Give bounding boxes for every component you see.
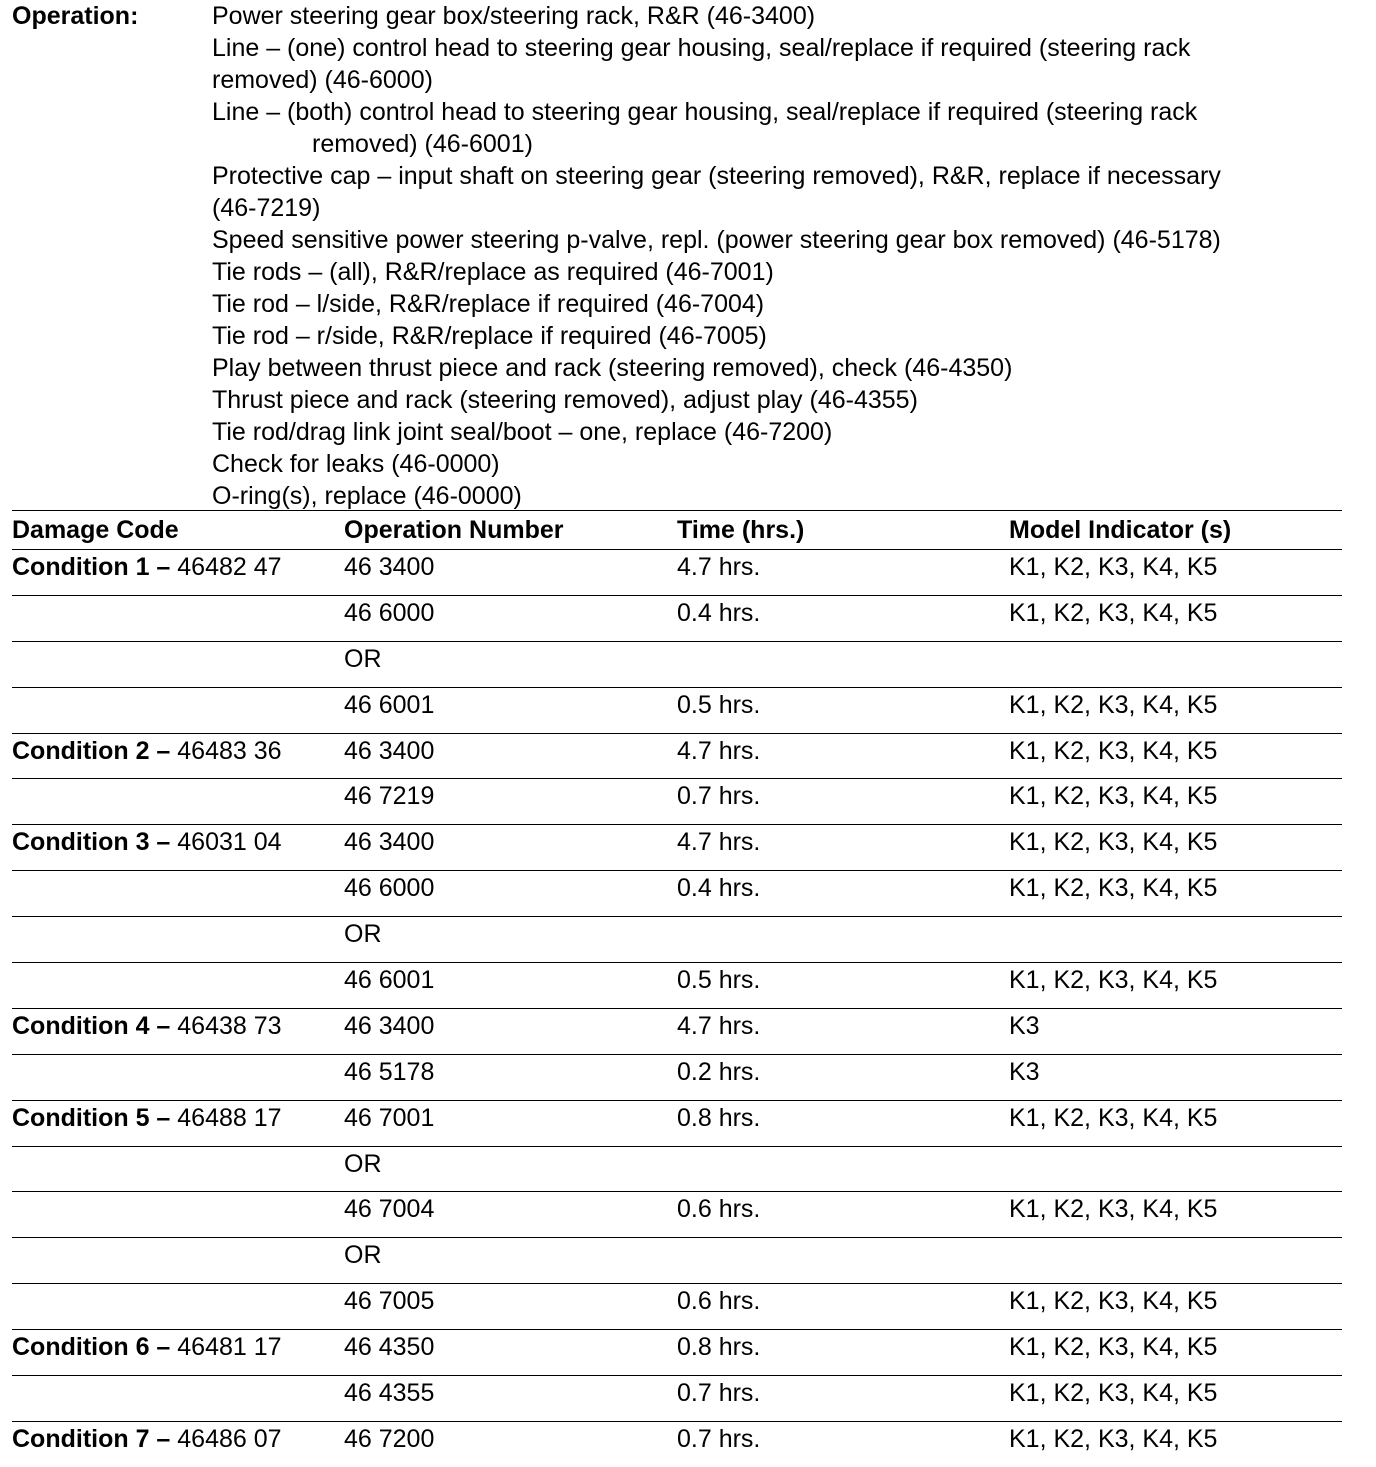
damage-code: 46482 47 <box>170 553 282 581</box>
damage-code-cell <box>12 1192 344 1238</box>
operation-line: Line – (one) control head to steering gear housing, seal/replace if required (steering rack <box>212 34 1191 62</box>
operation-number-cell: OR <box>344 1146 677 1192</box>
table-row <box>12 825 1342 871</box>
operation-list <box>212 0 1362 512</box>
model-indicator-cell <box>1009 1146 1342 1192</box>
model-indicator-cell: K1, K2, K3, K4, K5 <box>1009 1192 1342 1238</box>
condition-label: Condition 6 – <box>12 1333 171 1362</box>
operation-number-cell: 46 4350 <box>344 1330 677 1376</box>
operation-number-cell: OR <box>344 1238 677 1284</box>
model-indicator-cell: K3 <box>1009 1008 1342 1054</box>
damage-code: 46031 04 <box>170 828 282 857</box>
condition-label: Condition 2 – <box>12 736 171 765</box>
time-cell: 0.4 hrs. <box>677 595 1009 641</box>
damage-code-cell <box>12 1008 344 1054</box>
table-row <box>12 595 1342 641</box>
damage-code-cell <box>12 550 344 596</box>
damage-code-cell <box>12 687 344 733</box>
operation-number-cell: OR <box>344 641 677 687</box>
operation-number-cell: 46 7200 <box>344 1424 435 1453</box>
damage-code-cell <box>12 779 344 825</box>
table-row <box>12 1008 1342 1054</box>
damage-code-cell <box>12 1421 344 1466</box>
time-cell: 0.7 hrs. <box>677 1424 761 1453</box>
operation-line: removed) (46-6000) <box>212 66 433 94</box>
damage-code: 46481 17 <box>170 1333 282 1362</box>
operation-number-cell: 46 3400 <box>344 825 677 871</box>
table-row <box>12 1146 1342 1192</box>
model-indicator-cell <box>1009 1238 1342 1284</box>
operation-line: Line – (both) control head to steering gear housing, seal/replace if required (steering rack <box>212 98 1198 126</box>
model-indicator-cell: K1, K2, K3, K4, K5 <box>1009 1284 1342 1330</box>
operation-number-cell: 46 4355 <box>344 1376 677 1422</box>
table-row <box>12 1421 1342 1466</box>
operation-line: Thrust piece and rack (steering removed), adjust play (46-4355) <box>212 386 918 414</box>
header-model-indicator: Model Indicator (s) <box>1009 511 1342 550</box>
header-operation-number: Operation Number <box>344 511 677 550</box>
damage-code-cell <box>12 1146 344 1192</box>
operation-number-cell: OR <box>344 917 677 963</box>
operation-line-continuation: removed) (46-6001) <box>312 130 533 158</box>
damage-code-cell <box>12 595 344 641</box>
damage-code-cell <box>12 1376 344 1422</box>
operation-line <box>212 128 1362 160</box>
operation-line: Protective cap – input shaft on steering gear (steering removed), R&R, replace if necessary <box>212 162 1221 190</box>
table-row <box>12 1284 1342 1330</box>
operation-number-cell: 46 6001 <box>344 963 677 1009</box>
time-cell: 0.4 hrs. <box>677 871 1009 917</box>
time-cell: 4.7 hrs. <box>677 1008 1009 1054</box>
operation-number-cell: 46 3400 <box>344 550 677 596</box>
table-body <box>12 550 1342 1467</box>
damage-code-cell <box>12 1238 344 1284</box>
model-indicator-cell: K1, K2, K3, K4, K5 <box>1009 687 1342 733</box>
operation-line: Check for leaks (46-0000) <box>212 450 500 478</box>
model-indicator-cell: K1, K2, K3, K4, K5 <box>1009 595 1342 641</box>
operation-number-cell: 46 5178 <box>344 1054 677 1100</box>
damage-code-cell <box>12 641 344 687</box>
operation-number-cell: 46 7001 <box>344 1100 677 1146</box>
damage-code: 46486 07 <box>170 1424 282 1453</box>
table-row <box>12 917 1342 963</box>
damage-code-cell <box>12 871 344 917</box>
table-header-row <box>12 511 1342 550</box>
condition-label: Condition 7 – <box>12 1424 171 1453</box>
operation-label: Operation: <box>12 2 139 30</box>
operation-line: Tie rod – l/side, R&R/replace if required (46-7004) <box>212 290 765 318</box>
time-cell: 0.8 hrs. <box>677 1100 1009 1146</box>
table-row <box>12 550 1342 596</box>
operation-line: O-ring(s), replace (46-0000) <box>212 482 522 510</box>
operation-number-cell: 46 3400 <box>344 733 677 779</box>
operation-number-cell: 46 6000 <box>344 871 677 917</box>
damage-code: 46483 36 <box>170 736 282 765</box>
operation-number-cell: 46 6001 <box>344 687 677 733</box>
condition-label: Condition 4 – <box>12 1011 171 1040</box>
model-indicator-cell <box>1009 641 1342 687</box>
model-indicator-cell: K1, K2, K3, K4, K5 <box>1009 733 1342 779</box>
model-indicator-cell: K1, K2, K3, K4, K5 <box>1009 1424 1218 1453</box>
damage-code: 46488 17 <box>170 1103 282 1132</box>
table-row <box>12 779 1342 825</box>
table-row <box>12 1192 1342 1238</box>
operation-line: Speed sensitive power steering p-valve, repl. (power steering gear box removed) (46-5178) <box>212 226 1221 254</box>
model-indicator-cell: K1, K2, K3, K4, K5 <box>1009 871 1342 917</box>
table-row <box>12 733 1342 779</box>
model-indicator-cell: K1, K2, K3, K4, K5 <box>1009 825 1342 871</box>
time-cell <box>677 917 1009 963</box>
damage-code-cell <box>12 963 344 1009</box>
operation-line: (46-7219) <box>212 194 321 222</box>
damage-code-cell <box>12 825 344 871</box>
time-cell: 4.7 hrs. <box>677 825 1009 871</box>
damage-code-table <box>12 510 1342 1467</box>
operation-line: Tie rod/drag link joint seal/boot – one, replace (46-7200) <box>212 418 833 446</box>
model-indicator-cell <box>1009 917 1342 963</box>
model-indicator-cell: K1, K2, K3, K4, K5 <box>1009 1376 1342 1422</box>
time-cell: 0.6 hrs. <box>677 1192 1009 1238</box>
operation-number-cell: 46 6000 <box>344 595 677 641</box>
table-row <box>12 1376 1342 1422</box>
operation-line: Power steering gear box/steering rack, R&R (46-3400) <box>212 2 816 30</box>
table-row <box>12 871 1342 917</box>
time-cell: 0.2 hrs. <box>677 1054 1009 1100</box>
time-cell: 0.5 hrs. <box>677 963 1009 1009</box>
header-time: Time (hrs.) <box>677 511 1009 550</box>
time-cell: 0.7 hrs. <box>677 1376 1009 1422</box>
condition-label: Condition 3 – <box>12 828 171 857</box>
time-cell: 0.5 hrs. <box>677 687 1009 733</box>
table-row <box>12 963 1342 1009</box>
condition-label: Condition 5 – <box>12 1103 171 1132</box>
damage-code-cell <box>12 917 344 963</box>
operation-line: Tie rod – r/side, R&R/replace if required (46-7005) <box>212 322 767 350</box>
model-indicator-cell: K1, K2, K3, K4, K5 <box>1009 779 1342 825</box>
table-row <box>12 1238 1342 1284</box>
operation-number-cell: 46 7004 <box>344 1192 677 1238</box>
damage-code-cell <box>12 1284 344 1330</box>
model-indicator-cell: K1, K2, K3, K4, K5 <box>1009 550 1342 596</box>
operation-number-cell: 46 7219 <box>344 779 677 825</box>
damage-code-cell <box>12 1330 344 1376</box>
damage-code: 46438 73 <box>170 1011 282 1040</box>
time-cell <box>677 1146 1009 1192</box>
damage-code-cell <box>12 1100 344 1146</box>
table-row <box>12 1330 1342 1376</box>
time-cell: 0.8 hrs. <box>677 1330 1009 1376</box>
time-cell <box>677 641 1009 687</box>
table-row <box>12 1100 1342 1146</box>
operation-number-cell: 46 7005 <box>344 1284 677 1330</box>
damage-code-cell <box>12 1054 344 1100</box>
time-cell: 4.7 hrs. <box>677 550 1009 596</box>
model-indicator-cell: K3 <box>1009 1054 1342 1100</box>
time-cell <box>677 1238 1009 1284</box>
time-cell: 0.6 hrs. <box>677 1284 1009 1330</box>
table-row <box>12 641 1342 687</box>
header-damage-code: Damage Code <box>12 511 344 550</box>
operation-number-cell: 46 3400 <box>344 1008 677 1054</box>
table-row <box>12 687 1342 733</box>
time-cell: 4.7 hrs. <box>677 733 1009 779</box>
model-indicator-cell: K1, K2, K3, K4, K5 <box>1009 1330 1342 1376</box>
condition-label: Condition 1 – <box>12 553 171 581</box>
time-cell: 0.7 hrs. <box>677 779 1009 825</box>
operation-line: Play between thrust piece and rack (steering removed), check (46-4350) <box>212 354 1013 382</box>
operation-line: Tie rods – (all), R&R/replace as required (46-7001) <box>212 258 774 286</box>
table-row <box>12 1054 1342 1100</box>
model-indicator-cell: K1, K2, K3, K4, K5 <box>1009 963 1342 1009</box>
damage-code-cell <box>12 733 344 779</box>
model-indicator-cell: K1, K2, K3, K4, K5 <box>1009 1100 1342 1146</box>
